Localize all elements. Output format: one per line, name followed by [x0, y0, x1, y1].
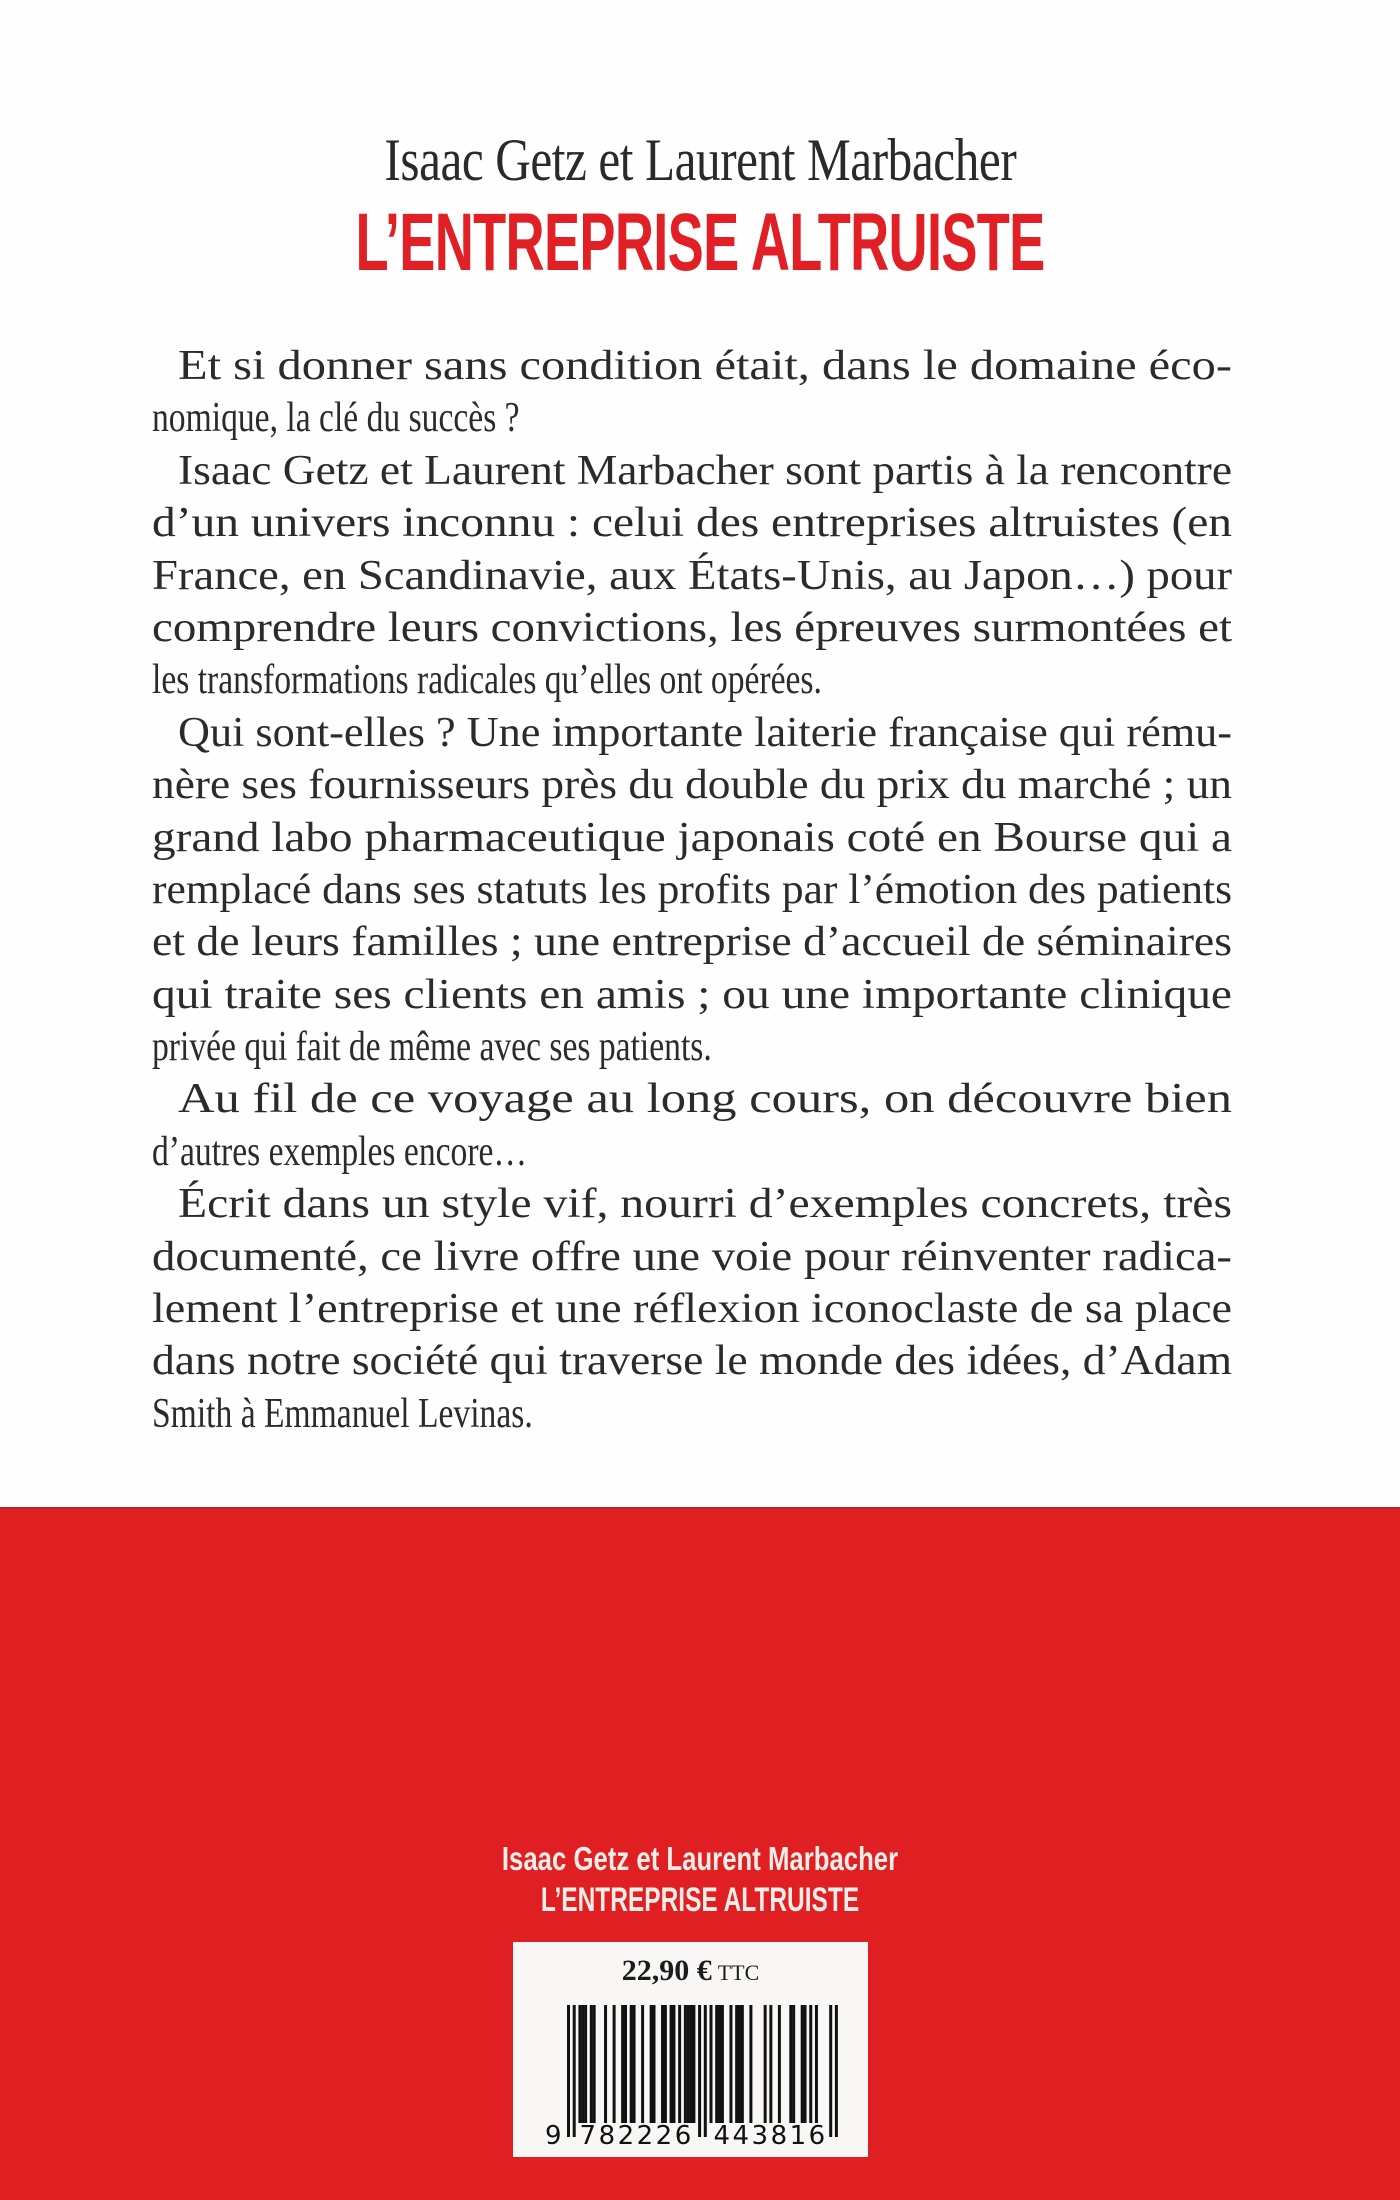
barcode-bar	[692, 2005, 695, 2123]
barcode-bar	[672, 2005, 675, 2123]
barcode-bar	[593, 2005, 596, 2123]
barcode-bar	[815, 2005, 818, 2123]
barcode-bar	[653, 2005, 656, 2123]
barcode-bar	[835, 2005, 838, 2137]
barcode-bar	[581, 2005, 584, 2123]
barcode-bar	[778, 2005, 781, 2123]
blurb-line: qui traite ses clients en amis ; ou une importante clinique	[152, 971, 1232, 1018]
authors-heading-text: Isaac Getz et Laurent Marbacher	[384, 127, 1016, 193]
barcode-bar	[650, 2005, 653, 2123]
barcode-bar	[641, 2005, 644, 2123]
barcode-bar	[729, 2005, 732, 2123]
barcode-bar	[804, 2005, 807, 2123]
barcode-digits-right: 443816	[713, 2121, 826, 2147]
barcode-bar	[573, 2005, 576, 2137]
blurb-line: et de leurs familles ; une entreprise d’accueil de séminaires	[152, 919, 1232, 966]
blurb-line: grand labo pharmaceutique japonais coté en Bourse qui a	[152, 814, 1232, 861]
barcode-bar	[678, 2005, 681, 2123]
barcode-bar	[630, 2005, 633, 2123]
barcode-bar	[690, 2005, 693, 2123]
barcode-bar	[684, 2005, 687, 2123]
barcode-bar	[735, 2005, 738, 2123]
blurb-line: documenté, ce livre offre une voie pour réinventer radica-	[152, 1233, 1232, 1280]
barcode-bar	[718, 2005, 721, 2123]
blurb-line: les transformations radicales qu’elles ont opérées.	[152, 657, 822, 704]
barcode-bar	[687, 2005, 690, 2123]
blurb-line: d’un univers inconnu : celui des entreprises altruistes (en	[152, 500, 1232, 547]
blurb-line: Smith à Emmanuel Levinas.	[152, 1390, 533, 1437]
barcode-bar	[789, 2005, 792, 2123]
blurb-line: France, en Scandinavie, aux États-Unis, au Japon…) pour	[152, 552, 1232, 599]
barcode-bar	[613, 2005, 616, 2123]
blurb-line: comprendre leurs convictions, les épreuves surmontées et	[152, 604, 1232, 651]
blurb-line: Qui sont-elles ? Une importante laiterie française qui rému-	[178, 709, 1232, 756]
barcode-bar	[741, 2005, 744, 2123]
blurb-line: Isaac Getz et Laurent Marbacher sont partis à la rencontre	[178, 447, 1232, 494]
barcode-bar	[721, 2005, 724, 2123]
blurb-line: Et si donner sans condition était, dans le domaine éco-	[178, 343, 1232, 389]
barcode-bar	[809, 2005, 812, 2123]
price-barcode-label	[513, 1942, 868, 2157]
price-row	[513, 1954, 868, 1988]
barcode-bar	[704, 2005, 707, 2137]
barcode-bar	[715, 2005, 718, 2123]
barcode-bar	[749, 2005, 752, 2123]
barcode-bar	[792, 2005, 795, 2123]
blurb-line: remplacé dans ses statuts les profits par l’émotion des patients	[152, 866, 1232, 913]
barcode-bar	[590, 2005, 593, 2123]
barcode-bar	[829, 2005, 832, 2137]
label-title-text: L’ENTREPRISE ALTRUISTE	[540, 1881, 860, 1919]
blurb-text	[152, 340, 1232, 1440]
barcode-bar	[710, 2005, 713, 2123]
barcode-bar	[604, 2005, 607, 2123]
barcode-bar	[567, 2005, 570, 2137]
barcode-bar	[584, 2005, 587, 2123]
book-title	[0, 198, 1400, 288]
barcode-bar	[698, 2005, 701, 2137]
barcode-bar	[738, 2005, 741, 2123]
barcode-bar	[661, 2005, 664, 2123]
barcode-bar	[624, 2005, 627, 2123]
label-authors	[0, 1840, 1400, 1878]
blurb-line: privée qui fait de même avec ses patients.	[152, 1024, 712, 1071]
blurb-line: lement l’entreprise et une réflexion iconoclaste de sa place	[152, 1286, 1232, 1333]
barcode-digit-first: 9	[545, 2121, 562, 2147]
barcode-bar	[578, 2005, 581, 2123]
blurb-line: nomique, la clé du succès ?	[152, 395, 520, 442]
blurb-line: d’autres exemples encore…	[152, 1128, 528, 1175]
label-title	[0, 1881, 1400, 1919]
barcode	[543, 2002, 843, 2147]
blurb-line: dans notre société qui traverse le monde des idées, d’Adam	[152, 1338, 1232, 1385]
barcode-bar	[801, 2005, 804, 2123]
label-authors-text: Isaac Getz et Laurent Marbacher	[501, 1840, 899, 1877]
authors-heading	[0, 128, 1400, 192]
blurb-line: Au fil de ce voyage au long cours, on découvre bien	[178, 1076, 1232, 1123]
barcode-digits-left: 782226	[579, 2121, 692, 2147]
barcode-bar	[769, 2005, 772, 2123]
barcode-graphic	[543, 2002, 843, 2147]
barcode-bar	[633, 2005, 636, 2123]
blurb-line: Écrit dans un style vif, nourri d’exemples concrets, très	[178, 1181, 1232, 1228]
blurb-line: nère ses fournisseurs près du double du prix du marché ; un	[152, 762, 1232, 809]
barcode-bar	[664, 2005, 667, 2123]
barcode-bar	[670, 2005, 673, 2123]
barcode-bar	[764, 2005, 767, 2123]
price-tax: TTC	[717, 1960, 760, 1985]
price-amount: 22,90 €	[621, 1954, 712, 1987]
book-title-text: L’ENTREPRISE ALTRUISTE	[355, 197, 1045, 288]
barcode-bar	[621, 2005, 624, 2123]
